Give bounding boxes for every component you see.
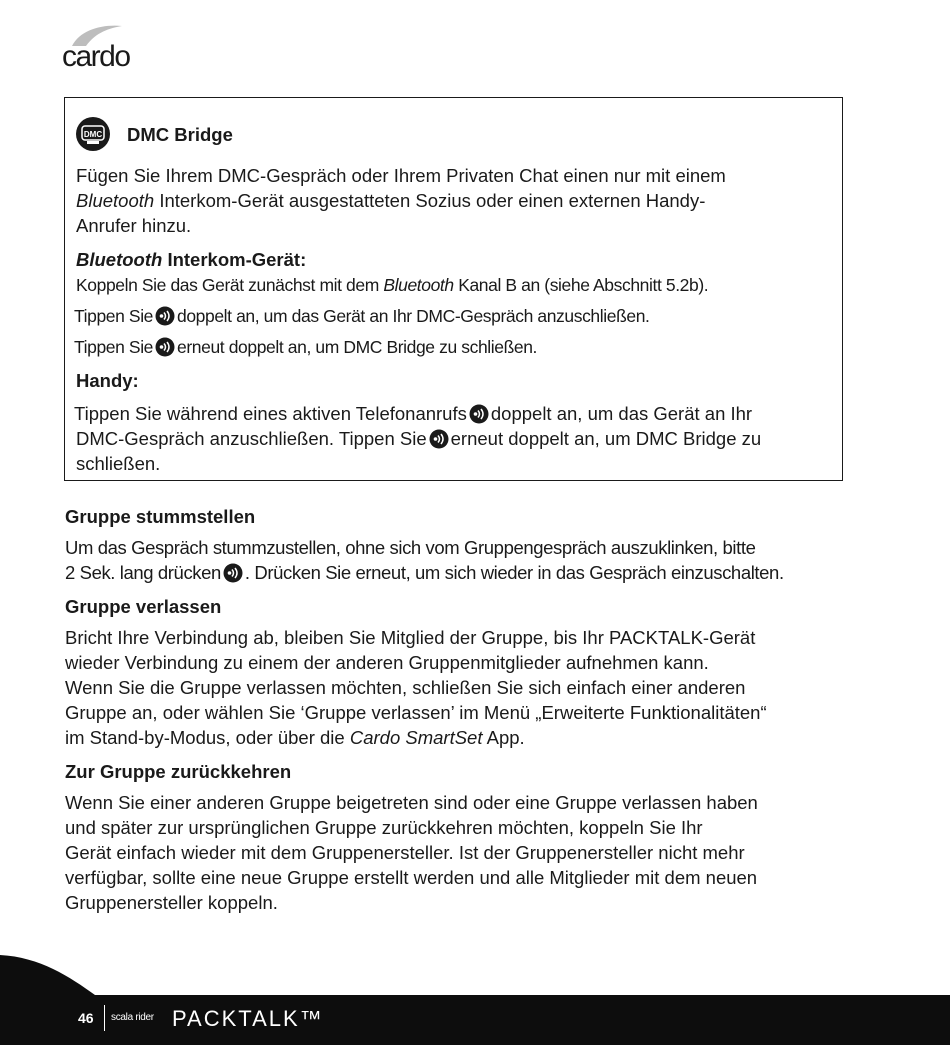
- intercom-button-icon: [223, 563, 243, 583]
- bluetooth-italic: Bluetooth: [76, 190, 155, 211]
- mute-line-1: Um das Gespräch stummzustellen, ohne sich vom Gruppengespräch auszuklinken, bitte: [65, 537, 756, 558]
- handy-line-2: DMC-Gespräch anzuschließen. Tippen Sie erneut doppelt an, um DMC Bridge zu: [76, 428, 762, 449]
- return-line-4: verfügbar, sollte eine neue Gruppe erstellt werden und alle Mitglieder mit dem neuen: [65, 867, 758, 888]
- return-line-1: Wenn Sie einer anderen Gruppe beigetreten sind oder eine Gruppe verlassen haben: [65, 792, 758, 813]
- dmc-bridge-box: [64, 97, 843, 481]
- leave-line-3: Wenn Sie die Gruppe verlassen möchten, schließen Sie sich einfach einer anderen: [65, 677, 746, 698]
- return-line-5: Gruppenersteller koppeln.: [65, 892, 278, 913]
- dmc-icon: [75, 116, 111, 152]
- mute-heading: Gruppe stummstellen: [65, 506, 256, 527]
- leave-line-1: Bricht Ihre Verbindung ab, bleiben Sie Mitglied der Gruppe, bis Ihr PACKTALK-Gerät: [65, 627, 756, 648]
- product-name: PACKTALK™: [172, 1006, 324, 1031]
- intercom-button-icon: [155, 337, 175, 357]
- return-line-3: Gerät einfach wieder mit dem Gruppenersteller. Ist der Gruppenersteller nicht mehr: [65, 842, 745, 863]
- handy-line-1: Tippen Sie während eines aktiven Telefonanrufs doppelt an, um das Gerät an Ihr: [74, 403, 753, 424]
- intercom-button-icon: [155, 306, 175, 326]
- bt-line-1: Koppeln Sie das Gerät zunächst mit dem Bluetooth Kanal B an (siehe Abschnitt 5.2b).: [76, 275, 709, 295]
- logo-text: cardo: [62, 40, 130, 73]
- box-title: DMC Bridge: [127, 124, 233, 145]
- intercom-button-icon: [469, 404, 489, 424]
- mute-line-2: 2 Sek. lang drücken . Drücken Sie erneut, um sich wieder in das Gespräch einzuschalten.: [65, 562, 784, 583]
- cardo-logo: [62, 22, 142, 74]
- svg-text:DMC: DMC: [83, 130, 103, 139]
- leave-line-2: wieder Verbindung zu einem der anderen Gruppenmitglieder aufnehmen kann.: [65, 652, 709, 673]
- bt-heading: Bluetooth Interkom-Gerät:: [76, 249, 307, 270]
- bt-line-2: Tippen Sie doppelt an, um das Gerät an Ihr DMC-Gespräch anzuschließen.: [74, 306, 650, 326]
- box-intro-line-2: Bluetooth Interkom-Gerät ausgestatteten Sozius oder einen externen Handy-: [76, 190, 706, 211]
- footer-band: [0, 955, 950, 1045]
- leave-heading: Gruppe verlassen: [65, 596, 222, 617]
- intercom-button-icon: [429, 429, 449, 449]
- series-name: scala rider: [111, 1012, 154, 1023]
- page-number: 46: [78, 1010, 94, 1026]
- box-intro-line-1: Fügen Sie Ihrem DMC-Gespräch oder Ihrem Privaten Chat einen nur mit einem: [76, 165, 726, 186]
- return-line-2: und später zur ursprünglichen Gruppe zurückkehren möchten, koppeln Sie Ihr: [65, 817, 703, 838]
- box-intro-line-3: Anrufer hinzu.: [76, 215, 192, 236]
- leave-line-4: Gruppe an, oder wählen Sie ‘Gruppe verlassen’ im Menü „Erweiterte Funktionalitäten“: [65, 702, 767, 723]
- footer-divider: [104, 1005, 105, 1031]
- handy-heading: Handy:: [76, 370, 139, 391]
- leave-line-5: im Stand-by-Modus, oder über die Cardo SmartSet App.: [65, 727, 525, 748]
- handy-line-3: schließen.: [76, 453, 161, 474]
- bt-line-3: Tippen Sie erneut doppelt an, um DMC Bridge zu schließen.: [74, 337, 538, 357]
- return-heading: Zur Gruppe zurückkehren: [65, 761, 292, 782]
